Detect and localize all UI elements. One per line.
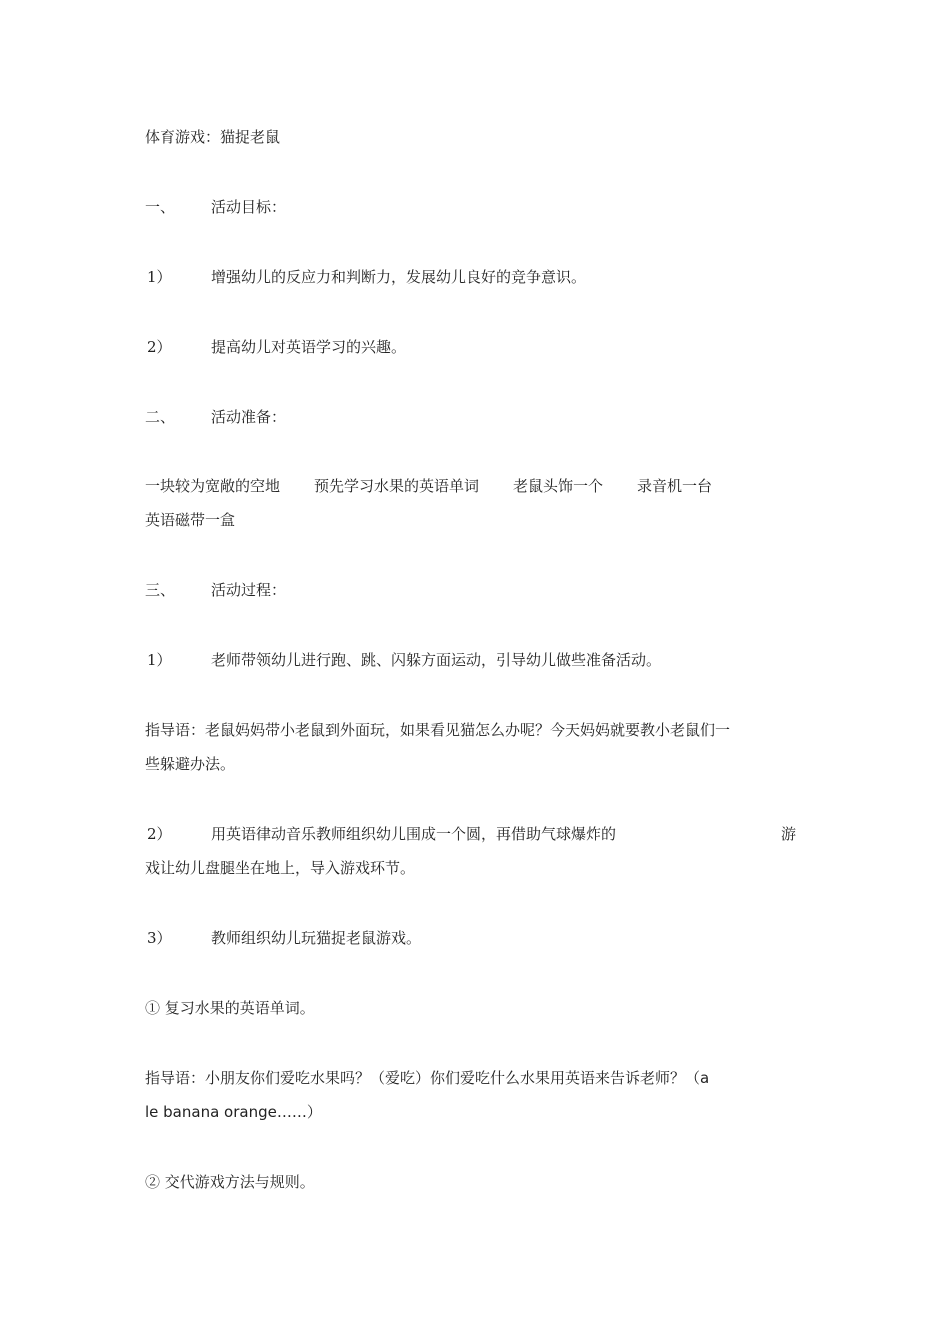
process-2-line-2: 戏让幼儿盘腿坐在地上，导入游戏环节。 <box>145 859 416 877</box>
guide-2-english-words: le banana orange…… <box>145 1103 307 1121</box>
guide-1-line-2: 些躲避办法。 <box>145 755 236 773</box>
section-3-title: 活动过程： <box>211 581 287 599</box>
process-3-number: 3） <box>147 929 172 947</box>
guide-1-line-1: 指导语：老鼠妈妈带小老鼠到外面玩，如果看见猫怎么办呢？今天妈妈就要教小老鼠们一 <box>145 721 731 739</box>
process-1-number: 1） <box>147 651 172 669</box>
guide-2-line-2 <box>145 1102 322 1122</box>
guide-2-line-1 <box>145 1068 709 1088</box>
goal-item-2 <box>145 337 406 357</box>
goal-item-1 <box>145 267 586 287</box>
prep-item: 老鼠头饰一个 <box>513 477 604 495</box>
guide-2-close-paren: ） <box>306 1103 322 1121</box>
goal-2-number: 2） <box>147 338 172 356</box>
goal-1-number: 1） <box>147 268 172 286</box>
section-3-number: 三、 <box>145 581 176 599</box>
goal-1-text: 增强幼儿的反应力和判断力，发展幼儿良好的竞争意识。 <box>211 268 587 286</box>
process-2-number: 2） <box>147 825 172 843</box>
section-1-number: 一、 <box>145 198 176 216</box>
goal-2-text: 提高幼儿对英语学习的兴趣。 <box>211 338 407 356</box>
process-item-2 <box>145 824 800 844</box>
prep-item: 一块较为宽敞的空地 <box>145 477 281 495</box>
section-1-title: 活动目标： <box>211 198 287 216</box>
prep-item-last: 英语磁带一盒 <box>145 511 236 529</box>
process-1-text: 老师带领幼儿进行跑、跳、闪躲方面运动，引导幼儿做些准备活动。 <box>211 651 662 669</box>
prep-item: 录音机一台 <box>637 477 713 495</box>
process-2-text: 用英语律动音乐教师组织幼儿围成一个圆，再借助气球爆炸的 <box>211 825 617 843</box>
guide-2-text: 指导语：小朋友你们爱吃水果吗？（爱吃）你们爱吃什么水果用英语来告诉老师？（ <box>145 1069 701 1087</box>
circled-item-2: ② 交代游戏方法与规则。 <box>145 1173 315 1191</box>
process-3-text: 教师组织幼儿玩猫捉老鼠游戏。 <box>211 929 422 947</box>
section-2-title: 活动准备： <box>211 408 287 426</box>
process-item-3 <box>145 928 421 948</box>
circled-item-1: ① 复习水果的英语单词。 <box>145 999 315 1017</box>
process-item-1 <box>145 650 661 670</box>
process-2-text-end: 游 <box>781 825 797 843</box>
prep-items-line <box>145 476 712 496</box>
section-1-heading <box>145 197 286 217</box>
section-2-heading <box>145 407 286 427</box>
section-2-number: 二、 <box>145 408 176 426</box>
doc-title: 体育游戏：猫捉老鼠 <box>145 128 281 146</box>
section-3-heading <box>145 580 286 600</box>
guide-2-english: a <box>700 1069 710 1087</box>
prep-item: 预先学习水果的英语单词 <box>314 477 480 495</box>
